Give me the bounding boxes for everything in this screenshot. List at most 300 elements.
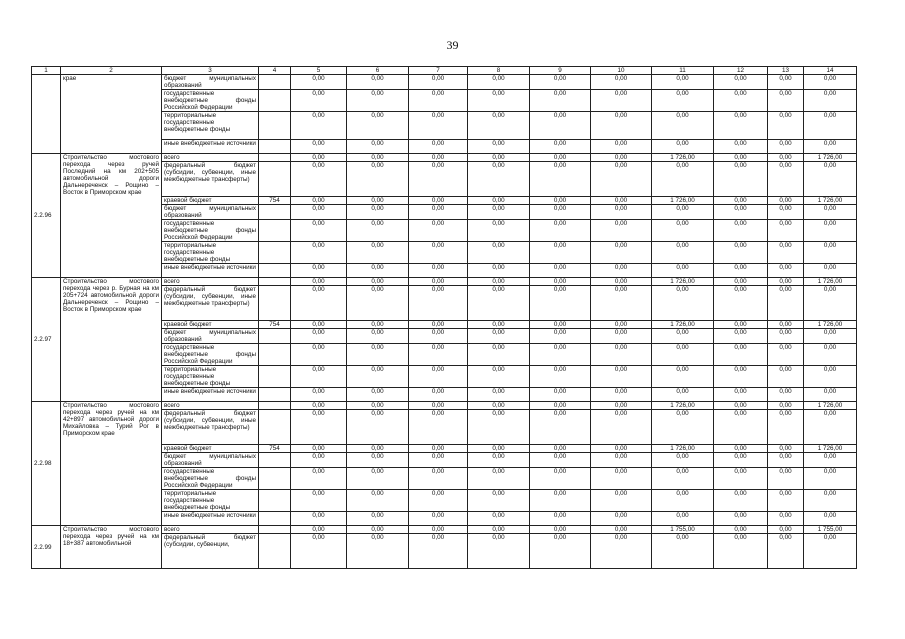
amount-cell: 0,00: [468, 242, 530, 264]
amount-cell: 0,00: [530, 242, 591, 264]
amount-cell: 0,00: [291, 534, 347, 569]
amount-cell: 0,00: [768, 264, 804, 278]
amount-cell: 0,00: [468, 366, 530, 388]
amount-cell: 0,00: [768, 286, 804, 321]
amount-cell: 0,00: [468, 286, 530, 321]
item-number: [32, 75, 61, 154]
table-row: [32, 75, 857, 90]
funding-source: иные внебюджетные источники: [162, 140, 259, 154]
amount-cell: 0,00: [291, 140, 347, 154]
amount-cell: 0,00: [347, 526, 409, 534]
amount-cell: 0,00: [347, 402, 409, 410]
object-name: Строительство мостового перехода через р. Бурная на км 205+724 автомобильной дороги Дальнереченск – Рощино – Восток в Приморском крае: [61, 278, 162, 402]
amount-cell: 0,00: [530, 490, 591, 512]
amount-cell: 0,00: [714, 264, 768, 278]
amount-cell: 0,00: [409, 344, 468, 366]
amount-cell: 0,00: [347, 75, 409, 90]
amount-cell: 0,00: [468, 388, 530, 402]
amount-cell: 0,00: [591, 329, 652, 344]
amount-cell: 0,00: [291, 286, 347, 321]
amount-cell: 0,00: [468, 321, 530, 329]
amount-cell: 0,00: [468, 205, 530, 220]
amount-cell: 0,00: [768, 388, 804, 402]
amount-cell: 1 726,00: [652, 278, 714, 286]
amount-cell: 0,00: [347, 468, 409, 490]
amount-cell: 1 726,00: [804, 321, 857, 329]
amount-cell: 0,00: [804, 490, 857, 512]
amount-cell: 0,00: [804, 468, 857, 490]
amount-cell: 0,00: [409, 112, 468, 140]
amount-cell: 0,00: [347, 220, 409, 242]
amount-cell: 0,00: [768, 534, 804, 569]
amount-cell: 0,00: [409, 410, 468, 445]
object-name: Строительство мостового перехода через ручей Последний на км 202+505 автомобильной дороги Дальнереченск – Рощино – Восток в Приморском крае: [61, 154, 162, 278]
amount-cell: 0,00: [347, 512, 409, 526]
amount-cell: 0,00: [768, 140, 804, 154]
amount-cell: 0,00: [409, 526, 468, 534]
amount-cell: 0,00: [291, 388, 347, 402]
budget-code: [259, 220, 291, 242]
amount-cell: 0,00: [409, 445, 468, 453]
amount-cell: 0,00: [714, 197, 768, 205]
budget-code: [259, 526, 291, 534]
item-number: 2.2.99: [32, 526, 61, 569]
table-row: [32, 154, 857, 162]
amount-cell: 0,00: [409, 388, 468, 402]
funding-source: государственные внебюджетные фонды Российской Федерации: [162, 468, 259, 490]
amount-cell: 0,00: [591, 410, 652, 445]
amount-cell: 0,00: [714, 344, 768, 366]
column-number: 5: [291, 67, 347, 75]
amount-cell: 0,00: [804, 453, 857, 468]
amount-cell: 0,00: [804, 112, 857, 140]
funding-source: федеральный бюджет (субсидии, субвенции, иные межбюджетные трансферты): [162, 410, 259, 445]
amount-cell: 0,00: [768, 445, 804, 453]
funding-source: государственные внебюджетные фонды Российской Федерации: [162, 90, 259, 112]
amount-cell: 0,00: [768, 490, 804, 512]
amount-cell: 0,00: [530, 512, 591, 526]
table-row: [32, 526, 857, 534]
table-row: [32, 278, 857, 286]
funding-source: бюджет муниципальных образований: [162, 205, 259, 220]
amount-cell: 0,00: [409, 154, 468, 162]
amount-cell: 0,00: [530, 453, 591, 468]
amount-cell: 1 726,00: [804, 402, 857, 410]
amount-cell: 0,00: [291, 410, 347, 445]
amount-cell: 0,00: [714, 321, 768, 329]
amount-cell: 0,00: [409, 468, 468, 490]
budget-code: [259, 490, 291, 512]
amount-cell: 0,00: [652, 490, 714, 512]
funding-source: иные внебюджетные источники: [162, 264, 259, 278]
amount-cell: 0,00: [652, 453, 714, 468]
amount-cell: 0,00: [291, 468, 347, 490]
amount-cell: 0,00: [714, 140, 768, 154]
amount-cell: 0,00: [347, 264, 409, 278]
funding-source: территориальные государственные внебюджетные фонды: [162, 242, 259, 264]
amount-cell: 0,00: [714, 366, 768, 388]
amount-cell: 0,00: [714, 242, 768, 264]
amount-cell: 0,00: [468, 162, 530, 197]
amount-cell: 0,00: [530, 278, 591, 286]
amount-cell: 0,00: [768, 278, 804, 286]
amount-cell: 0,00: [652, 534, 714, 569]
amount-cell: 0,00: [652, 388, 714, 402]
amount-cell: 0,00: [768, 112, 804, 140]
amount-cell: 0,00: [768, 329, 804, 344]
amount-cell: 0,00: [530, 154, 591, 162]
amount-cell: 0,00: [591, 90, 652, 112]
amount-cell: 0,00: [347, 321, 409, 329]
amount-cell: 0,00: [591, 286, 652, 321]
amount-cell: 0,00: [291, 526, 347, 534]
amount-cell: 0,00: [530, 366, 591, 388]
amount-cell: 0,00: [468, 75, 530, 90]
amount-cell: 0,00: [714, 512, 768, 526]
amount-cell: 0,00: [409, 205, 468, 220]
amount-cell: 0,00: [530, 410, 591, 445]
amount-cell: 0,00: [291, 90, 347, 112]
amount-cell: 0,00: [768, 205, 804, 220]
amount-cell: 0,00: [409, 366, 468, 388]
budget-code: [259, 344, 291, 366]
amount-cell: 0,00: [714, 329, 768, 344]
column-number: 10: [591, 67, 652, 75]
budget-code: [259, 453, 291, 468]
amount-cell: 0,00: [530, 286, 591, 321]
amount-cell: 0,00: [409, 286, 468, 321]
budget-code: [259, 534, 291, 569]
amount-cell: 0,00: [652, 344, 714, 366]
amount-cell: 0,00: [468, 512, 530, 526]
budget-table: [31, 66, 857, 569]
amount-cell: 0,00: [291, 490, 347, 512]
amount-cell: 0,00: [468, 453, 530, 468]
amount-cell: 0,00: [652, 205, 714, 220]
item-number: 2.2.98: [32, 402, 61, 526]
column-number: 14: [804, 67, 857, 75]
amount-cell: 1 726,00: [652, 154, 714, 162]
amount-cell: 0,00: [804, 512, 857, 526]
amount-cell: 0,00: [652, 264, 714, 278]
amount-cell: 0,00: [714, 445, 768, 453]
amount-cell: 0,00: [768, 402, 804, 410]
funding-source: краевой бюджет: [162, 321, 259, 329]
amount-cell: 0,00: [291, 205, 347, 220]
column-number: 4: [259, 67, 291, 75]
amount-cell: 0,00: [291, 220, 347, 242]
column-number: 12: [714, 67, 768, 75]
amount-cell: 0,00: [652, 242, 714, 264]
amount-cell: 0,00: [468, 197, 530, 205]
amount-cell: 0,00: [768, 321, 804, 329]
budget-code: [259, 90, 291, 112]
amount-cell: 0,00: [768, 410, 804, 445]
amount-cell: 0,00: [291, 344, 347, 366]
funding-source: бюджет муниципальных образований: [162, 329, 259, 344]
amount-cell: 0,00: [804, 388, 857, 402]
amount-cell: 0,00: [591, 162, 652, 197]
amount-cell: 0,00: [714, 410, 768, 445]
amount-cell: 0,00: [591, 197, 652, 205]
amount-cell: 0,00: [804, 410, 857, 445]
amount-cell: 0,00: [347, 388, 409, 402]
amount-cell: 0,00: [409, 453, 468, 468]
amount-cell: 0,00: [530, 445, 591, 453]
funding-source: государственные внебюджетные фонды Российской Федерации: [162, 220, 259, 242]
amount-cell: 0,00: [347, 154, 409, 162]
column-number: 1: [32, 67, 61, 75]
amount-cell: 0,00: [468, 112, 530, 140]
amount-cell: 0,00: [652, 512, 714, 526]
item-number: 2.2.97: [32, 278, 61, 402]
amount-cell: 0,00: [714, 278, 768, 286]
funding-source: федеральный бюджет (субсидии, субвенции, иные межбюджетные трансферты): [162, 162, 259, 197]
amount-cell: 0,00: [591, 468, 652, 490]
amount-cell: 0,00: [291, 329, 347, 344]
budget-code: [259, 154, 291, 162]
amount-cell: 0,00: [530, 321, 591, 329]
budget-code: [259, 242, 291, 264]
budget-code: [259, 278, 291, 286]
amount-cell: 0,00: [468, 278, 530, 286]
amount-cell: 0,00: [591, 445, 652, 453]
amount-cell: 0,00: [804, 140, 857, 154]
column-number: 9: [530, 67, 591, 75]
amount-cell: 0,00: [347, 344, 409, 366]
amount-cell: 0,00: [530, 197, 591, 205]
funding-source: всего: [162, 154, 259, 162]
budget-code: [259, 286, 291, 321]
budget-code: [259, 410, 291, 445]
amount-cell: 0,00: [652, 220, 714, 242]
amount-cell: 0,00: [347, 410, 409, 445]
amount-cell: 0,00: [714, 388, 768, 402]
amount-cell: 0,00: [768, 162, 804, 197]
amount-cell: 0,00: [652, 162, 714, 197]
amount-cell: 1 726,00: [804, 445, 857, 453]
item-number: 2.2.96: [32, 154, 61, 278]
column-number: 13: [768, 67, 804, 75]
amount-cell: 0,00: [468, 534, 530, 569]
amount-cell: 0,00: [591, 112, 652, 140]
budget-code: [259, 468, 291, 490]
amount-cell: 0,00: [291, 264, 347, 278]
amount-cell: 0,00: [291, 154, 347, 162]
amount-cell: 0,00: [468, 402, 530, 410]
amount-cell: 0,00: [291, 445, 347, 453]
amount-cell: 0,00: [468, 220, 530, 242]
column-number: 8: [468, 67, 530, 75]
amount-cell: 0,00: [530, 264, 591, 278]
amount-cell: 0,00: [591, 388, 652, 402]
amount-cell: 0,00: [347, 445, 409, 453]
amount-cell: 0,00: [652, 286, 714, 321]
amount-cell: 0,00: [768, 90, 804, 112]
amount-cell: 1 755,00: [652, 526, 714, 534]
amount-cell: 0,00: [409, 242, 468, 264]
amount-cell: 0,00: [291, 242, 347, 264]
amount-cell: 0,00: [652, 140, 714, 154]
amount-cell: 0,00: [804, 329, 857, 344]
amount-cell: 0,00: [714, 526, 768, 534]
budget-code: [259, 366, 291, 388]
amount-cell: 0,00: [291, 453, 347, 468]
amount-cell: 0,00: [591, 140, 652, 154]
amount-cell: 0,00: [530, 344, 591, 366]
amount-cell: 0,00: [768, 526, 804, 534]
amount-cell: 0,00: [409, 278, 468, 286]
amount-cell: 0,00: [409, 321, 468, 329]
amount-cell: 0,00: [530, 205, 591, 220]
amount-cell: 0,00: [652, 468, 714, 490]
amount-cell: 0,00: [530, 388, 591, 402]
amount-cell: 0,00: [530, 329, 591, 344]
amount-cell: 0,00: [768, 468, 804, 490]
amount-cell: 0,00: [804, 264, 857, 278]
amount-cell: 0,00: [409, 402, 468, 410]
amount-cell: 0,00: [804, 366, 857, 388]
column-number: 11: [652, 67, 714, 75]
amount-cell: 1 755,00: [804, 526, 857, 534]
amount-cell: 1 726,00: [804, 197, 857, 205]
budget-code: [259, 329, 291, 344]
funding-source: территориальные государственные внебюджетные фонды: [162, 366, 259, 388]
amount-cell: 0,00: [530, 90, 591, 112]
funding-source: бюджет муниципальных образований: [162, 75, 259, 90]
amount-cell: 0,00: [591, 242, 652, 264]
amount-cell: 1 726,00: [652, 321, 714, 329]
amount-cell: 0,00: [347, 278, 409, 286]
amount-cell: 0,00: [291, 75, 347, 90]
amount-cell: 0,00: [652, 90, 714, 112]
amount-cell: 0,00: [409, 197, 468, 205]
amount-cell: 0,00: [291, 278, 347, 286]
amount-cell: 0,00: [409, 220, 468, 242]
amount-cell: 0,00: [409, 90, 468, 112]
amount-cell: 1 726,00: [652, 197, 714, 205]
budget-code: [259, 264, 291, 278]
amount-cell: 0,00: [409, 534, 468, 569]
funding-source: всего: [162, 278, 259, 286]
amount-cell: 0,00: [714, 90, 768, 112]
amount-cell: 1 726,00: [804, 154, 857, 162]
amount-cell: 0,00: [468, 264, 530, 278]
amount-cell: 0,00: [530, 402, 591, 410]
amount-cell: 0,00: [347, 534, 409, 569]
amount-cell: 0,00: [591, 402, 652, 410]
amount-cell: 0,00: [768, 242, 804, 264]
budget-code: [259, 140, 291, 154]
amount-cell: 0,00: [591, 321, 652, 329]
amount-cell: 0,00: [291, 112, 347, 140]
table-row: [32, 402, 857, 410]
funding-source: всего: [162, 526, 259, 534]
amount-cell: 0,00: [652, 75, 714, 90]
funding-source: бюджет муниципальных образований: [162, 453, 259, 468]
amount-cell: 0,00: [347, 490, 409, 512]
amount-cell: 0,00: [530, 220, 591, 242]
amount-cell: 0,00: [652, 112, 714, 140]
amount-cell: 0,00: [804, 90, 857, 112]
amount-cell: 0,00: [409, 490, 468, 512]
amount-cell: 1 726,00: [652, 402, 714, 410]
amount-cell: 0,00: [804, 205, 857, 220]
amount-cell: 0,00: [468, 468, 530, 490]
amount-cell: 0,00: [530, 112, 591, 140]
amount-cell: 0,00: [468, 490, 530, 512]
amount-cell: 0,00: [714, 162, 768, 197]
amount-cell: 0,00: [804, 534, 857, 569]
amount-cell: 0,00: [768, 366, 804, 388]
amount-cell: 0,00: [714, 154, 768, 162]
amount-cell: 0,00: [804, 162, 857, 197]
funding-source: иные внебюджетные источники: [162, 388, 259, 402]
amount-cell: 0,00: [804, 220, 857, 242]
amount-cell: 0,00: [768, 512, 804, 526]
funding-source: территориальные государственные внебюджетные фонды: [162, 112, 259, 140]
budget-code: [259, 402, 291, 410]
amount-cell: 0,00: [468, 329, 530, 344]
amount-cell: 0,00: [347, 205, 409, 220]
object-name: Строительство мостового перехода через ручей на км 18+387 автомобильной: [61, 526, 162, 569]
column-number: 3: [162, 67, 259, 75]
amount-cell: 0,00: [468, 140, 530, 154]
amount-cell: 0,00: [291, 197, 347, 205]
budget-code: [259, 162, 291, 197]
amount-cell: 0,00: [768, 453, 804, 468]
amount-cell: 0,00: [468, 344, 530, 366]
amount-cell: 0,00: [591, 205, 652, 220]
amount-cell: 0,00: [530, 75, 591, 90]
budget-code: 754: [259, 321, 291, 329]
funding-source: краевой бюджет: [162, 445, 259, 453]
amount-cell: 0,00: [804, 242, 857, 264]
amount-cell: 0,00: [468, 526, 530, 534]
amount-cell: 0,00: [804, 75, 857, 90]
amount-cell: 0,00: [804, 344, 857, 366]
amount-cell: 0,00: [468, 154, 530, 162]
amount-cell: 0,00: [530, 468, 591, 490]
amount-cell: 0,00: [652, 329, 714, 344]
column-number: 7: [409, 67, 468, 75]
amount-cell: 0,00: [347, 140, 409, 154]
amount-cell: 0,00: [591, 75, 652, 90]
amount-cell: 0,00: [714, 453, 768, 468]
amount-cell: 0,00: [591, 512, 652, 526]
page-number: 39: [446, 38, 459, 52]
amount-cell: 0,00: [714, 205, 768, 220]
budget-code: [259, 112, 291, 140]
amount-cell: 0,00: [409, 162, 468, 197]
amount-cell: 0,00: [530, 526, 591, 534]
amount-cell: 0,00: [468, 445, 530, 453]
amount-cell: 0,00: [591, 366, 652, 388]
amount-cell: 0,00: [291, 321, 347, 329]
amount-cell: 0,00: [347, 453, 409, 468]
amount-cell: 0,00: [291, 402, 347, 410]
budget-code: 754: [259, 445, 291, 453]
budget-code: [259, 388, 291, 402]
amount-cell: 0,00: [530, 162, 591, 197]
funding-source: иные внебюджетные источники: [162, 512, 259, 526]
budget-code: [259, 75, 291, 90]
amount-cell: 0,00: [347, 329, 409, 344]
amount-cell: 0,00: [591, 344, 652, 366]
amount-cell: 0,00: [591, 526, 652, 534]
amount-cell: 0,00: [804, 286, 857, 321]
amount-cell: 0,00: [591, 154, 652, 162]
